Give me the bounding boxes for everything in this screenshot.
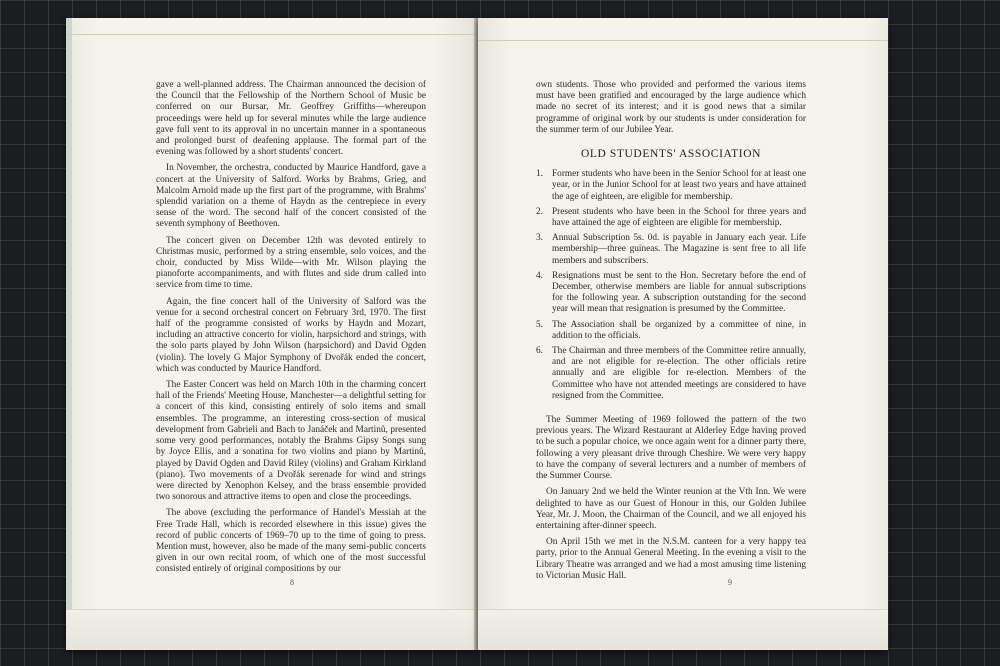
left-page (66, 18, 476, 650)
page-number: 8 (290, 578, 294, 587)
page-bottom-margin (66, 609, 476, 650)
list-item: 5. The Association shall be organized by a committee of nine, in addition to the officials. (536, 319, 806, 341)
paragraph: In November, the orchestra, conducted by Maurice Handford, gave a concert at the University of Salford. Works by Brahms, Grieg, and Malcolm Arnold made up the first part of the programme, with Brahms' splendid variation on a theme of Haydn as the centrepiece in every sense of the word. The second half of the concert consisted of the seventh symphony of Beethoven. (156, 163, 426, 230)
right-page (478, 18, 888, 650)
paragraph: On January 2nd we held the Winter reunion at the Vth Inn. We were delighted to have as our Guest of Honour in this, our Golden Jubilee Year, Mr. J. Moon, the Chairman of the Council, and we all enjoyed his entertaining after-dinner speech. (536, 487, 806, 531)
open-booklet (66, 18, 888, 658)
list-item: 3. Annual Subscription 5s. 0d. is payable in January each year. Life membership—three guineas. The Magazine is sent free to all life members and subscribers. (536, 233, 806, 266)
paragraph: The concert given on December 12th was devoted entirely to Christmas music, performed by a string ensemble, solo voices, and the choir, conducted by Miss Wilde—with Mr. Wilson playing the pianoforte accompaniments, and with flutes and side drum called into service from time to time. (156, 235, 426, 291)
list-item: 6. The Chairman and three members of the Committee retire annually, and are not eligible for re-election. The other officials retire annually and are eligible for re-election. Members of the Committee who have not attended meetings are considered to have resigned from the Committee. (536, 346, 806, 401)
paragraph: own students. Those who provided and performed the various items must have been gratified and encouraged by the large audience which made no secret of its interest; and it is good news that a similar programme of original work by our students is under consideration for the summer term of our Jubilee Year. (536, 80, 806, 135)
page-bottom-margin (478, 609, 888, 650)
paragraph: On April 15th we met in the N.S.M. canteen for a very happy tea party, prior to the Annual General Meeting. In the evening a visit to the Library Theatre was arranged and we had a most amusing time listening to Victorian Music Hall. (536, 537, 806, 581)
paragraph: The Summer Meeting of 1969 followed the pattern of the two previous years. The Wizard Restaurant at Alderley Edge having proved to be such a popular choice, we once again went for a dinner party there, following a very pleasant drive through Cheshire. We were very happy to have the company of several lecturers and a number of members of the Summer Course. (536, 415, 807, 482)
section-heading: OLD STUDENTS' ASSOCIATION (581, 148, 761, 161)
list-item: 1. Former students who have been in the Senior School for at least one year, or in the Junior School for at least two years and have attained the age of eighteen, are eligible for membership. (536, 169, 806, 202)
right-text-column (536, 80, 806, 587)
paragraph: Again, the fine concert hall of the University of Salford was the venue for a second orchestral concert on February 3rd, 1970. The first half of the programme consisted of works by Haydn and Mozart, including an attractive concerto for violin, harpsichord and strings, with the solo parts played by John Wilson (harpsichord) and David Ogden (violin). The lovely G Major Symphony of Dvořák ended the concert, which was conducted by Maurice Handford. (156, 296, 426, 374)
list-item: 4. Resignations must be sent to the Hon. Secretary before the end of December, otherwise members are liable for annual subscriptions for the following year. A subscription outstanding for the second year will mean that resignation is presumed by the Committee. (536, 270, 806, 315)
paragraph: The above (excluding the performance of Handel's Messiah at the Free Trade Hall, which is recorded elsewhere in this issue) gives the record of public concerts of 1969–70 up to the time of going to press. Mention must, however, also be made of the many semi-public concerts given in our own recital room, of which one of the most successful consisted entirely of original compositions by our (156, 508, 426, 575)
list-item: 2. Present students who have been in the School for three years and have attained the age of eighteen are eligible for membership. (536, 206, 806, 229)
page-number: 9 (728, 578, 732, 587)
paragraph: The Easter Concert was held on March 10th in the charming concert hall of the Friends' Meeting House, Manchester—a delightful setting for a concert of this kind, consisting entirely of solo items and small ensembles. The programme, an interesting cross-section of musical development from Gabrieli and Bach to Janáček and Martinů, presented some very good performances, notably the Brahms Gipsy Songs sung by Joyce Ellis, and a sonatina for two violins and piano by Martinů, played by David Ogden and David Riley (violins) and Graham Kirkland (piano). Two movements of a Dvořák serenade for wind and strings were directed by Xenophon Kelsey, and the brass ensemble provided two sonorous and attractive items to open and close the proceedings. (156, 380, 426, 503)
paragraph: gave a well-planned address. The Chairman announced the decision of the Council that the Fellowship of the Northern School of Music be conferred on our Bursar, Mr. Geoffrey Griffiths—whereupon proceedings were held up for several minutes while the large audience gave full vent to its approval in no uncertain manner in a spontaneous and prolonged burst of deafening applause. The formal part of the evening was followed by a short students' concert. (156, 80, 426, 158)
left-text-column (156, 80, 426, 581)
rules-list (536, 169, 806, 402)
